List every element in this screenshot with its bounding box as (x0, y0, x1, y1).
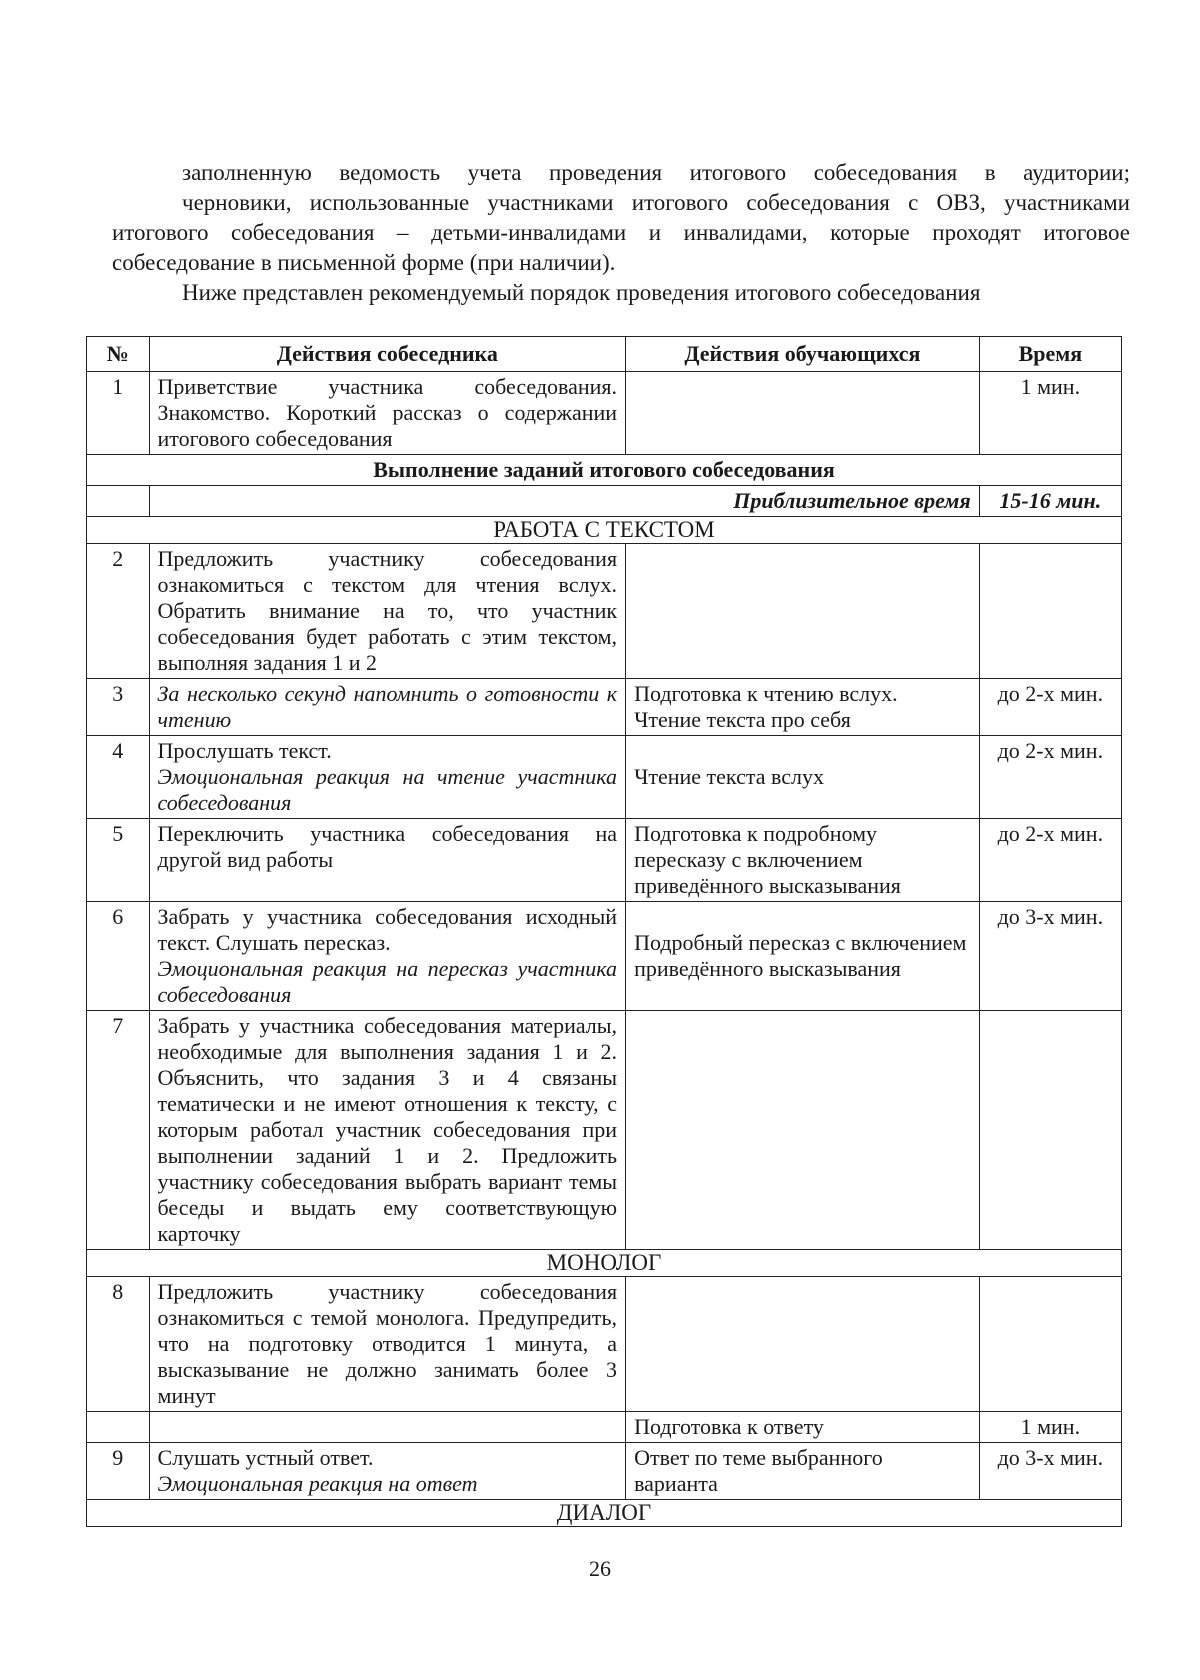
section-tasks-title: Выполнение заданий итогового собеседования (87, 455, 1122, 486)
interviewer-action-line: Эмоциональная реакция на пересказ участника собеседования (157, 956, 618, 1007)
table-row (87, 902, 1122, 1011)
interviewer-action-line: Эмоциональная реакция на ответ (157, 1471, 478, 1496)
row-number: 5 (87, 819, 150, 902)
table-row (87, 1443, 1122, 1500)
section-monolog: МОНОЛОГ (87, 1250, 1122, 1277)
interviewer-action: Забрать у участника собеседования материалы, необходимые для выполнения задания 1 и 2. Объяснить, что задания 3 и 4 связаны тематически и не имеют отношения к тексту, с которым работал участник собеседования при выполнении заданий 1 и 2. Предложить участнику собеседования выбрать вариант темы беседы и выдать ему соответствующую карточку (149, 1011, 626, 1250)
student-action: Ответ по теме выбранного варианта (626, 1443, 980, 1500)
header-time: Время (979, 337, 1121, 372)
row-number: 6 (87, 902, 150, 1011)
header-student-actions: Действия обучающихся (626, 337, 980, 372)
empty-cell (87, 486, 150, 517)
interviewer-action (149, 1443, 626, 1500)
table-row (87, 736, 1122, 819)
row-number: 2 (87, 544, 150, 679)
section-row (87, 517, 1122, 544)
interviewer-action-line: Забрать у участника собеседования исходный текст. Слушать пересказ. (157, 904, 618, 955)
section-text-work: РАБОТА С ТЕКСТОМ (87, 517, 1122, 544)
row-number: 9 (87, 1443, 150, 1500)
intro-text (112, 158, 1130, 308)
intro-paragraph: заполненную ведомость учета проведения итогового собеседования в аудитории; (182, 160, 1130, 185)
time-cell (979, 1011, 1121, 1250)
time-cell: 1 мин. (979, 372, 1121, 455)
interviewer-action (149, 902, 626, 1011)
page-number: 26 (589, 1556, 611, 1581)
table-row (87, 1011, 1122, 1250)
interviewer-action: За несколько секунд напомнить о готовности к чтению (149, 679, 626, 736)
approx-time-value: 15-16 мин. (979, 486, 1121, 517)
approx-time-label: Приблизительное время (149, 486, 979, 517)
time-cell: до 3-х мин. (979, 902, 1121, 1011)
student-action (626, 1011, 980, 1250)
interviewer-action: Приветствие участника собеседования. Знакомство. Короткий рассказ о содержании итогового собеседования (149, 372, 626, 455)
student-action-line: Чтение текста про себя (634, 707, 851, 732)
interviewer-action-line: Слушать устный ответ. (157, 1445, 374, 1470)
student-action (626, 1277, 980, 1412)
table-row (87, 679, 1122, 736)
student-action (626, 544, 980, 679)
table-header-row (87, 337, 1122, 372)
student-action: Подготовка к ответу (626, 1412, 980, 1443)
interviewer-action-line: Эмоциональная реакция на чтение участника собеседования (157, 764, 618, 815)
intro-paragraph: Ниже представлен рекомендуемый порядок проведения итогового собеседования (182, 280, 981, 305)
row-number: 1 (87, 372, 150, 455)
student-action (626, 679, 980, 736)
time-cell: до 3-х мин. (979, 1443, 1121, 1500)
row-number: 8 (87, 1277, 150, 1412)
interviewer-action: Переключить участника собеседования на другой вид работы (149, 819, 626, 902)
row-number: 3 (87, 679, 150, 736)
header-interviewer-actions: Действия собеседника (149, 337, 626, 372)
table-row (87, 819, 1122, 902)
time-cell: до 2-х мин. (979, 736, 1121, 819)
student-action: Подробный пересказ с включением приведённого высказывания (626, 902, 980, 1011)
interviewer-action-line: Прослушать текст. (157, 738, 332, 763)
header-number: № (87, 337, 150, 372)
student-action: Подготовка к подробному пересказу с включением приведённого высказывания (626, 819, 980, 902)
section-row (87, 455, 1122, 486)
procedure-table (86, 336, 1122, 1527)
row-number: 4 (87, 736, 150, 819)
time-cell (979, 544, 1121, 679)
table-row (87, 372, 1122, 455)
table-row (87, 1277, 1122, 1412)
table-row (87, 544, 1122, 679)
empty-cell (87, 1412, 150, 1443)
section-row (87, 1500, 1122, 1527)
interviewer-action (149, 736, 626, 819)
empty-cell (149, 1412, 626, 1443)
time-cell: до 2-х мин. (979, 819, 1121, 902)
student-action (626, 372, 980, 455)
time-cell: 1 мин. (979, 1412, 1121, 1443)
student-action-line: Подготовка к чтению вслух. (634, 681, 898, 706)
section-dialog: ДИАЛОГ (87, 1500, 1122, 1527)
time-cell: до 2-х мин. (979, 679, 1121, 736)
interviewer-action: Предложить участнику собеседования ознакомиться с темой монолога. Предупредить, что на подготовку отводится 1 минута, а высказывание не должно занимать более 3 минут (149, 1277, 626, 1412)
row-number: 7 (87, 1011, 150, 1250)
interviewer-action: Предложить участнику собеседования ознакомиться с текстом для чтения вслух. Обратить внимание на то, что участник собеседования будет работать с этим текстом, выполняя задания 1 и 2 (149, 544, 626, 679)
table-row (87, 1412, 1122, 1443)
time-cell (979, 1277, 1121, 1412)
approx-time-row (87, 486, 1122, 517)
student-action: Чтение текста вслух (626, 736, 980, 819)
section-row (87, 1250, 1122, 1277)
intro-paragraph: черновики, использованные участниками итогового собеседования с ОВЗ, участниками итогового собеседования – детьми-инвалидами и инвалидами, которые проходят итоговое собеседование в письменной форме (при наличии). (112, 190, 1130, 275)
